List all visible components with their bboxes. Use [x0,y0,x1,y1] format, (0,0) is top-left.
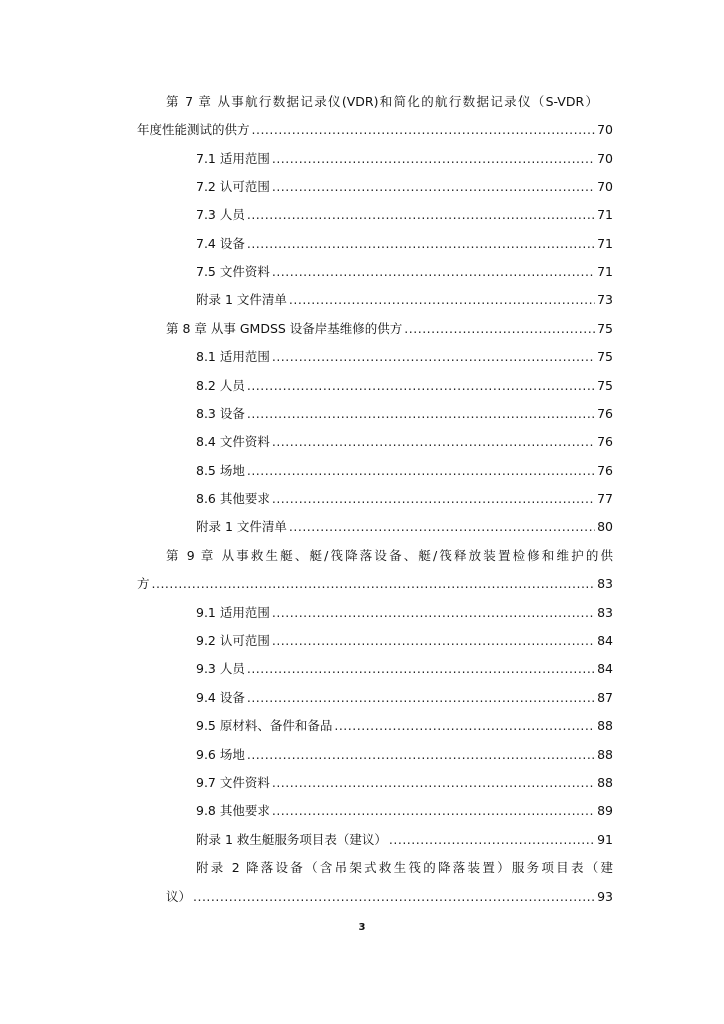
toc-entry-8-2[interactable] [196,375,613,397]
dot-leader [247,658,595,680]
toc-entry-page: 75 [597,378,613,393]
toc-entry-title: 7.3 人员 [196,207,245,222]
dot-leader [272,488,595,510]
chapter-9-page: 83 [597,576,613,591]
toc-entry-page: 83 [597,605,613,620]
toc-entry-title: 8.3 设备 [196,406,245,421]
chapter-7-heading-entry[interactable] [137,119,613,141]
dot-leader [389,829,595,851]
toc-entry-8-5[interactable] [196,460,613,482]
dot-leader [247,403,595,425]
toc-entry-title: 8.2 人员 [196,378,245,393]
toc-entry-page: 91 [597,832,613,847]
toc-entry-8-6[interactable] [196,488,613,510]
toc-entry-title: 8.1 适用范围 [196,349,270,364]
toc-entry-7-3[interactable] [196,204,613,226]
toc-entry-title: 9.1 适用范围 [196,605,270,620]
dot-leader [289,289,595,311]
toc-entry-title: 7.2 认可范围 [196,179,270,194]
toc-entry-title: 9.5 原材料、备件和备品 [196,718,333,733]
chapter-9-heading-line2: 方 [137,576,150,591]
dot-leader [272,346,595,368]
toc-entry-9-3[interactable] [196,658,613,680]
toc-entry-title: 附录 1 文件清单 [196,519,287,534]
toc-entry-title: 7.1 适用范围 [196,151,270,166]
toc-entry-8-4[interactable] [196,431,613,453]
toc-entry-7-2[interactable] [196,176,613,198]
dot-leader [247,375,595,397]
toc-entry-8-1[interactable] [196,346,613,368]
toc-entry-7-5[interactable] [196,261,613,283]
toc-entry-page: 84 [597,661,613,676]
chapter-8-heading: 第 8 章 从事 GMDSS 设备岸基维修的供方 [166,321,403,336]
toc-entry-title: 8.4 文件资料 [196,434,270,449]
toc-entry-page: 88 [597,775,613,790]
toc-entry-page: 93 [597,889,613,904]
toc-entry-page: 75 [597,349,613,364]
toc-entry-9-2[interactable] [196,630,613,652]
page-number: 3 [358,922,366,933]
toc-entry-9-1[interactable] [196,602,613,624]
toc-entry-page: 73 [597,292,613,307]
toc-entry-page: 80 [597,519,613,534]
toc-entry-title: 议） [166,889,192,904]
toc-entry-page: 76 [597,463,613,478]
toc-entry-page: 70 [597,151,613,166]
toc-entry-title: 7.4 设备 [196,236,245,251]
dot-leader [334,715,595,737]
toc-entry-9-appendix-2-line1: 附录 2 降落设备（含吊架式救生筏的降落装置）服务项目表（建 [196,860,613,875]
toc-entry-8-appendix-1[interactable] [196,516,613,538]
toc-entry-title: 9.2 认可范围 [196,633,270,648]
toc-entry-9-5[interactable] [196,715,613,737]
dot-leader [272,261,595,283]
toc-entry-title: 7.5 文件资料 [196,264,270,279]
toc-entry-7-1[interactable] [196,148,613,170]
chapter-9-heading-entry[interactable] [137,573,613,595]
chapter-7-heading-line1: 第 7 章 从事航行数据记录仪(VDR)和简化的航行数据记录仪（S-VDR） [166,94,598,109]
dot-leader [272,772,595,794]
chapter-7-heading-line2: 年度性能测试的供方 [137,122,250,137]
dot-leader [272,431,595,453]
toc-entry-page: 77 [597,491,613,506]
dot-leader [247,744,595,766]
dot-leader [272,148,595,170]
dot-leader [247,233,595,255]
toc-entry-title: 附录 1 文件清单 [196,292,287,307]
toc-entry-page: 71 [597,207,613,222]
toc-entry-7-appendix-1[interactable] [196,289,613,311]
toc-entry-page: 71 [597,236,613,251]
dot-leader [247,460,595,482]
toc-entry-title: 9.3 人员 [196,661,245,676]
dot-leader [193,886,595,908]
toc-entry-8-3[interactable] [196,403,613,425]
dot-leader [247,204,595,226]
toc-entry-title: 8.5 场地 [196,463,245,478]
chapter-8-heading-entry[interactable] [166,318,613,340]
toc-entry-page: 76 [597,434,613,449]
toc-entry-9-6[interactable] [196,744,613,766]
chapter-7-page: 70 [597,122,613,137]
toc-entry-page: 88 [597,747,613,762]
dot-leader [289,516,595,538]
dot-leader [252,119,596,141]
toc-entry-page: 70 [597,179,613,194]
toc-entry-title: 9.4 设备 [196,690,245,705]
toc-entry-page: 88 [597,718,613,733]
toc-entry-page: 89 [597,803,613,818]
toc-entry-page: 71 [597,264,613,279]
dot-leader [272,602,595,624]
dot-leader [247,687,595,709]
toc-entry-page: 76 [597,406,613,421]
toc-entry-page: 87 [597,690,613,705]
toc-entry-9-4[interactable] [196,687,613,709]
toc-entry-9-7[interactable] [196,772,613,794]
dot-leader [272,630,595,652]
chapter-8-page: 75 [597,321,613,336]
toc-entry-title: 9.6 场地 [196,747,245,762]
dot-leader [272,800,595,822]
dot-leader [404,318,595,340]
toc-entry-title: 8.6 其他要求 [196,491,270,506]
dot-leader [152,573,596,595]
toc-entry-7-4[interactable] [196,233,613,255]
toc-entry-9-appendix-1[interactable] [196,829,613,851]
toc-entry-title: 附录 1 救生艇服务项目表（建议） [196,832,387,847]
dot-leader [272,176,595,198]
toc-entry-9-appendix-2[interactable] [166,886,613,908]
toc-entry-page: 84 [597,633,613,648]
toc-entry-title: 9.8 其他要求 [196,803,270,818]
toc-entry-9-8[interactable] [196,800,613,822]
chapter-9-heading-line1: 第 9 章 从事救生艇、艇/筏降落设备、艇/筏释放装置检修和维护的供 [166,548,613,563]
toc-entry-title: 9.7 文件资料 [196,775,270,790]
